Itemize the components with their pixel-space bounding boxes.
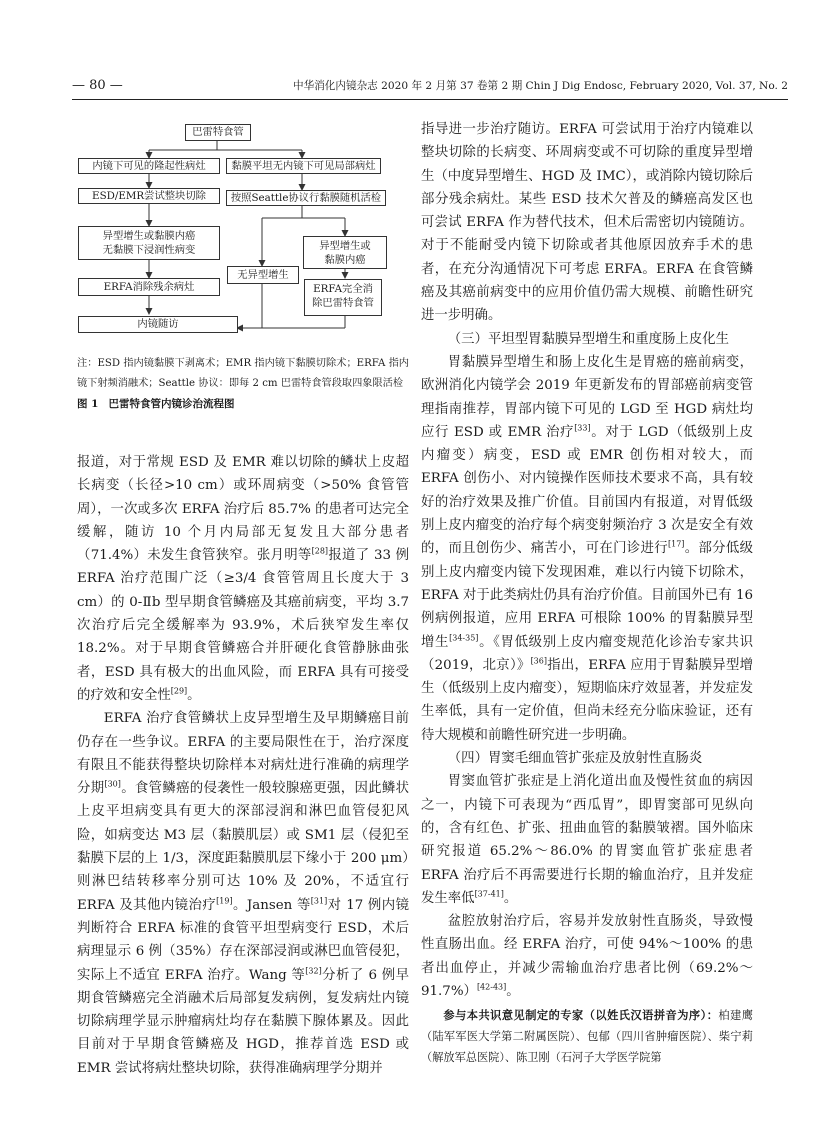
section-heading: （三）平坦型胃黏膜异型增生和重度肠上皮化生 — [447, 331, 729, 347]
flow-box-right1: 黏膜平坦无内镜下可见局部病灶 — [226, 158, 381, 174]
paragraph: 报道，对于常规 ESD 及 EMR 难以切除的鳞状上皮超长病变（长径>10 cm）或环周病变（>50% 食管管周），一次或多次 ERFA 治疗后 85.7% 的患者可达完全缓解，随访 10 个月内局部无复发且大部分患者（71.4%）未发生食管狭窄。张月明等[28]报道了 33 例 ERFA 治疗范围广泛（≥3/4 食管管周且长度大于 3 cm）的 0-Ⅱb 型早期食管鳞癌及其癌前病变，平均 3.7 次治疗后完全缓解率为 93.9%，术后狭窄发生率仅 18.2%。对于早期食管鳞癌合并肝硬化食管静脉曲张者，ESD 具有极大的出血风险，而 ERFA 具有可接受的疗效和安全性[29]。 — [77, 455, 409, 703]
figure-note: 注：ESD 指内镜黏膜下剥离术；EMR 指内镜下黏膜切除术；ERFA 指内镜下射频消融术；Seattle 协议：即每 2 cm 巴雷特食管段取四象限活检 — [77, 358, 409, 389]
right-column — [421, 118, 753, 1068]
flow-box-left2: ESD/EMR尝试整块切除 — [78, 188, 220, 204]
figure-caption — [77, 396, 409, 411]
flow-box-left4: ERFA消除残余病灶 — [78, 278, 220, 296]
section-heading: （四）胃窦毛细血管扩张症及放射性直肠炎 — [447, 751, 703, 767]
journal-citation: 中华消化内镜杂志 2020 年 2 月第 37 卷第 2 期 Chin J Dig Endosc, February 2020, Vol. 37, No. 2 — [293, 80, 788, 92]
figure-caption-label: 图 1 — [77, 398, 99, 410]
flow-box-none: 无异型增生 — [227, 266, 299, 284]
flowchart — [77, 118, 409, 348]
header-rule — [72, 99, 788, 100]
figure-caption-text: 巴雷特食管内镜诊治流程图 — [108, 398, 235, 410]
flow-box-left1: 内镜下可见的隆起性病灶 — [78, 158, 220, 174]
flow-box-left3: 异型增生或黏膜内癌 无黏膜下浸润性病变 — [78, 226, 220, 260]
flow-box-right2: 按照Seattle协议行黏膜随机活检 — [226, 190, 386, 206]
paragraph: 指导进一步治疗随访。ERFA 可尝试用于治疗内镜难以整块切除的长病变、环周病变或不可切除的重度异型增生（中度异型增生、HGD 及 IMC），或消除内镜切除后部分残余病灶。某些 ESD 技术欠普及的鳞癌高发区也可尝试 ERFA 作为替代技术，但术后需密切内镜随访。对于不能耐受内镜下切除或者其他原因放弃手术的患者，在充分沟通情况下可考虑 ERFA。ERFA 在食管鳞癌及其癌前病变中的应用价值仍需大规模、前瞻性研究进一步明确。 — [421, 122, 753, 324]
expert-list: 参与本共识意见制定的专家（以姓氏汉语拼音为序）：柏建鹰（陆军军医大学第二附属医院）、包郁（四川省肿瘤医院）、柴宁莉（解放军总医院）、陈卫刚（石河子大学医学院第 — [421, 1008, 753, 1065]
paragraph: ERFA 治疗食管鳞状上皮异型增生及早期鳞癌目前仍存在一些争议。ERFA 的主要局限性在于，治疗深度有限且不能获得整块切除样本对病灶进行准确的病理学分期[30]。食管鳞癌的侵袭性一般较腺癌更强，因此鳞状上皮平坦病变具有更大的深部浸润和淋巴血管侵犯风险，如病变达 M3 层（黏膜肌层）或 SM1 层（侵犯至黏膜下层的上 1/3，深度距黏膜肌层下缘小于 200 μm）则淋巴结转移率分别可达 10% 及 20%，不适宜行 ERFA 及其他内镜治疗[19]。Jansen 等[31]对 17 例内镜判断符合 ERFA 标准的食管平坦型病变行 ESD，术后病理显示 6 例（35%）存在深部浸润或淋巴血管侵犯，实际上不适宜 ERFA 治疗。Wang 等[32]分析了 6 例早期食管鳞癌完全消融术后局部复发病例，复发病灶内镜切除病理学显示肿瘤病灶均存在黏膜下腺体累及。因此目前对于早期食管鳞癌及 HGD，推荐首选 ESD 或 EMR 尝试将病灶整块切除，获得准确病理学分期并 — [77, 711, 410, 1076]
flow-box-right3: 异型增生或 黏膜内癌 — [303, 236, 387, 269]
paragraph: 盆腔放射治疗后，容易并发放射性直肠炎，导致慢性直肠出血。经 ERFA 治疗，可使 94%～100% 的患者出血停止，并减少需输血治疗患者比例（69.2%～91.7%）[42-43]。 — [421, 914, 753, 999]
flow-box-bottom: 内镜随访 — [78, 316, 238, 333]
page-number: — 80 — — [72, 78, 123, 93]
paragraph: 胃黏膜异型增生和肠上皮化生是胃癌的癌前病变，欧洲消化内镜学会 2019 年更新发布的胃部癌前病变管理指南推荐，胃部内镜下可见的 LGD 至 HGD 病灶均应行 ESD 或 EMR 治疗[33]。对于 LGD（低级别上皮内瘤变）病变，ESD 或 EMR 创伤相对较大，而 ERFA 创伤小、对内镜操作医师技术要求不高，具有较好的治疗效果及推广价值。目前国内有报道，对胃低级别上皮内瘤变的治疗每个病变射频治疗 3 次是安全有效的，而且创伤少、痛苦小，可在门诊进行[17]。部分低级别上皮内瘤变内镜下发现困难，难以行内镜下切除术，ERFA 对于此类病灶仍具有治疗价值。目前国外已有 16 例病例报道，应用 ERFA 可根除 100% 的胃黏膜异型增生[34-35]。《胃低级别上皮内瘤变规范化诊治专家共识（2019，北京）》[36]指出，ERFA 应用于胃黏膜异型增生（低级别上皮内瘤变），短期临床疗效显著，并发症发生率低，具有一定价值，但尚未经充分临床验证，还有待大规模和前瞻性研究进一步明确。 — [421, 354, 754, 743]
page-header — [72, 78, 788, 98]
left-column — [77, 118, 409, 1080]
flow-box-right4: ERFA完全消 除巴雷特食管 — [304, 279, 382, 316]
left-body-text — [77, 451, 409, 1080]
expert-list-label: 参与本共识意见制定的专家（以姓氏汉语拼音为序）： — [443, 1008, 719, 1023]
flow-box-root: 巴雷特食管 — [185, 124, 251, 141]
paragraph: 胃窦血管扩张症是上消化道出血及慢性贫血的病因之一，内镜下可表现为“西瓜胃”，即胃窦部可见纵向的，含有红色、扩张、扭曲血管的黏膜皱褶。国外临床研究报道 65.2%～86.0% 的胃窦血管扩张症患者 ERFA 治疗后不再需要进行长期的输血治疗，且并发症发生率低[37-41]。 — [421, 774, 753, 906]
